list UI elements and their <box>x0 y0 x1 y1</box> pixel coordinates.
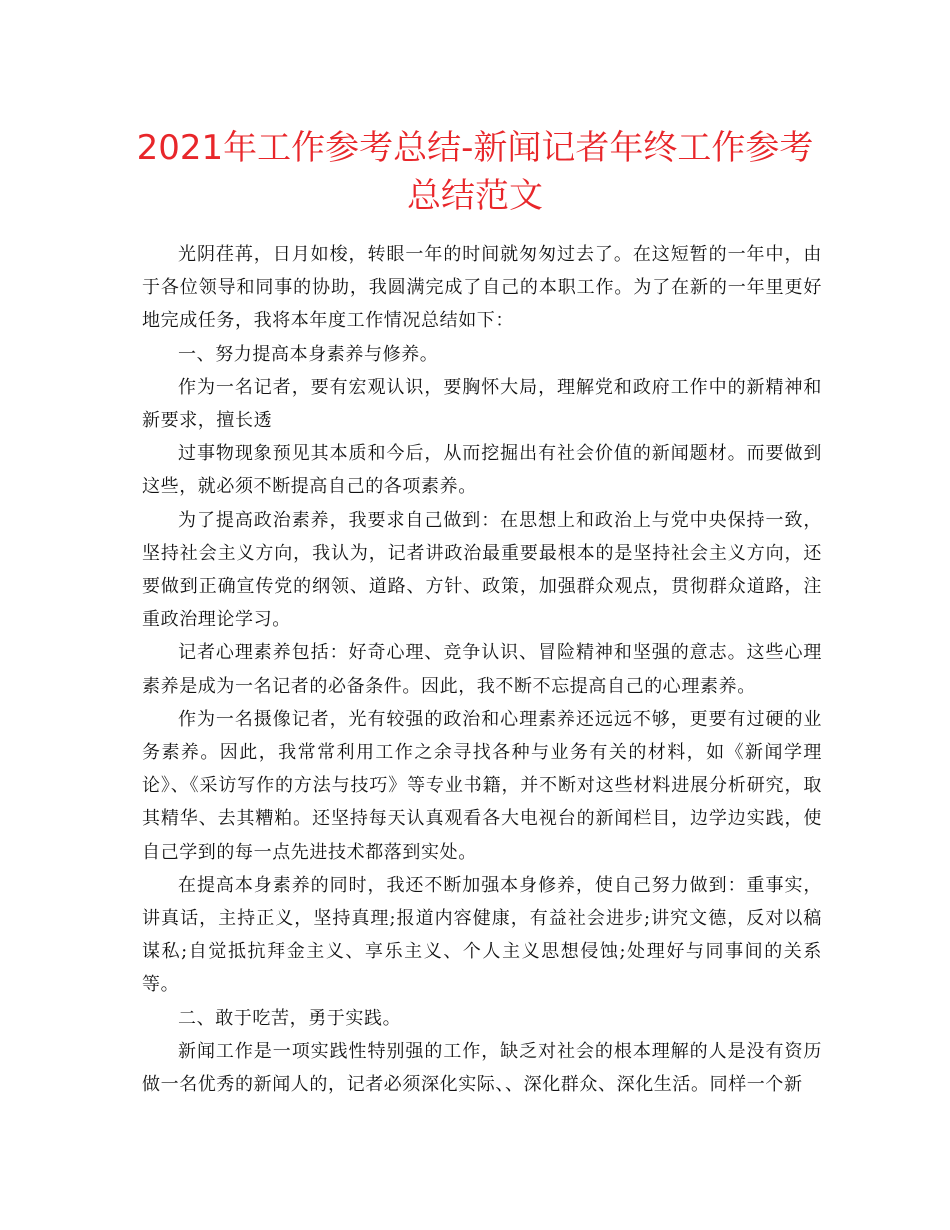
body-paragraph: 新闻工作是一项实践性特别强的工作，缺乏对社会的根本理解的人是没有资历做一名优秀的新闻人的，记者必须深化实际、、深化群众、深化生活。同样一个新 <box>142 1040 822 1096</box>
body-paragraph: 作为一名摄像记者，光有较强的政治和心理素养还远远不够，更要有过硬的业务素养。因此，我常常利用工作之余寻找各种与业务有关的材料，如《新闻学理论》、《采访写作的方法与技巧》等专业书籍，并不断对这些材料进展分析研究，取其精华、去其糟粕。还坚持每天认真观看各大电视台的新闻栏目，边学边实践，使自己学到的每一点先进技术都落到实处。 <box>142 708 822 863</box>
section-heading-1: 一、努力提高本身素养与修养。 <box>178 343 439 365</box>
body-paragraph: 在提高本身素养的同时，我还不断加强本身修养，使自己努力做到：重事实，讲真话，主持正义，坚持真理;报道内容健康，有益社会进步;讲究文德，反对以稿谋私;自觉抵抗拜金主义、享乐主义、个人主义思想侵蚀;处理好与同事间的关系等。 <box>142 874 822 996</box>
body-paragraph: 过事物现象预见其本质和今后，从而挖掘出有社会价值的新闻题材。而要做到这些，就必须不断提高自己的各项素养。 <box>142 443 822 498</box>
body-paragraph: 作为一名记者，要有宏观认识，要胸怀大局，理解党和政府工作中的新精神和新要求，擅长透 <box>142 376 822 432</box>
intro-paragraph: 光阴荏苒，日月如梭，转眼一年的时间就匆匆过去了。在这短暂的一年中，由于各位领导和同事的协助，我圆满完成了自己的本职工作。为了在新的一年里更好地完成任务，我将本年度工作情况总结如下： <box>142 244 822 332</box>
document-body <box>142 238 822 1101</box>
body-paragraph: 记者心理素养包括：好奇心理、竞争认识、冒险精神和坚强的意志。这些心理素养是成为一名记者的必备条件。因此，我不断不忘提高自己的心理素养。 <box>142 642 822 697</box>
body-paragraph: 为了提高政治素养，我要求自己做到：在思想上和政治上与党中央保持一致，坚持社会主义方向，我认为，记者讲政治最重要最根本的是坚持社会主义方向，还要做到正确宣传党的纲领、道路、方针、政策，加强群众观点，贯彻群众道路，注重政治理论学习。 <box>142 509 822 631</box>
section-heading-2: 二、敢于吃苦，勇于实践。 <box>178 1007 402 1029</box>
document-title: 2021年工作参考总结-新闻记者年终工作参考总结范文 <box>136 128 814 216</box>
